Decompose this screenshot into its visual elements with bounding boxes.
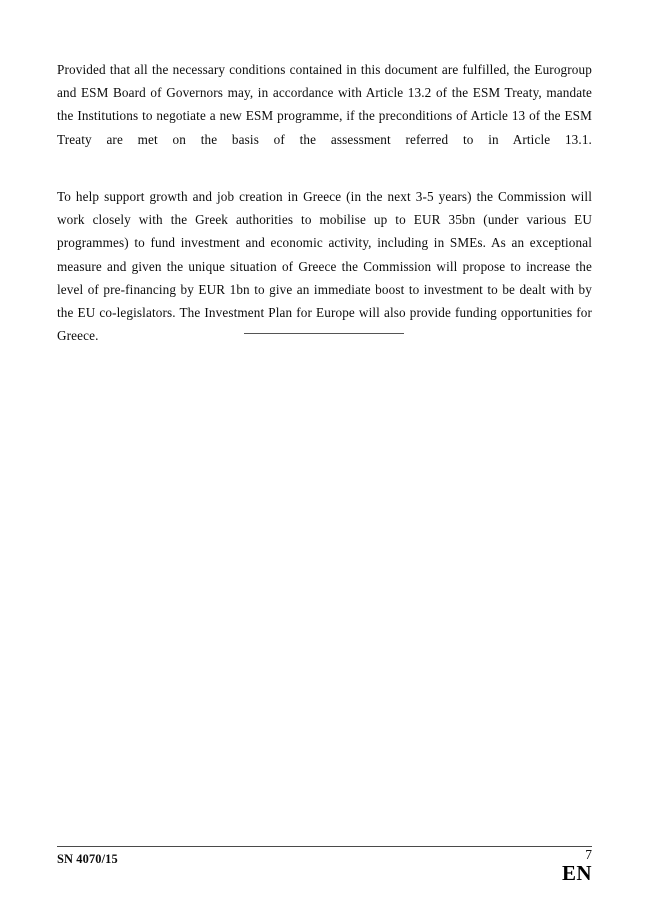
paragraph-growth-and-jobs-support: To help support growth and job creation in Greece (in the next 3-5 years) the Commission will work closely with the Greek authorities to mobilise up to EUR 35bn (under various EU programmes) to fund investment and economic activity, including in SMEs. As an exceptional measure and given the unique situation of Greece the Commission will propose to increase the level of pre-financing by EUR 1bn to give an immediate boost to investment to be dealt with by the EU co-legislators. The Investment Plan for Europe will also provide funding opportunities for Greece.: [57, 189, 592, 344]
page-number: 7: [585, 847, 592, 862]
language-code: EN: [561, 860, 592, 885]
paragraph-eurogroup-esm-conditions: Provided that all the necessary conditions contained in this document are fulfilled, the Eurogroup and ESM Board of Governors may, in accordance with Article 13.2 of the ESM Treaty, mandate the Institutions to negotiate a new ESM programme, if the preconditions of Article 13 of the ESM Treaty are met on the basis of the assessment referred to in Article 13.1.: [57, 62, 592, 147]
footer-divider-rule: [57, 846, 592, 847]
document-reference: SN 4070/15: [57, 852, 118, 866]
page-footer: [57, 846, 592, 904]
horizontal-rule: [244, 333, 404, 334]
footer-content: [57, 847, 592, 904]
footer-right-group: [562, 848, 592, 884]
document-body: [57, 58, 592, 371]
section-separator: [0, 333, 648, 351]
